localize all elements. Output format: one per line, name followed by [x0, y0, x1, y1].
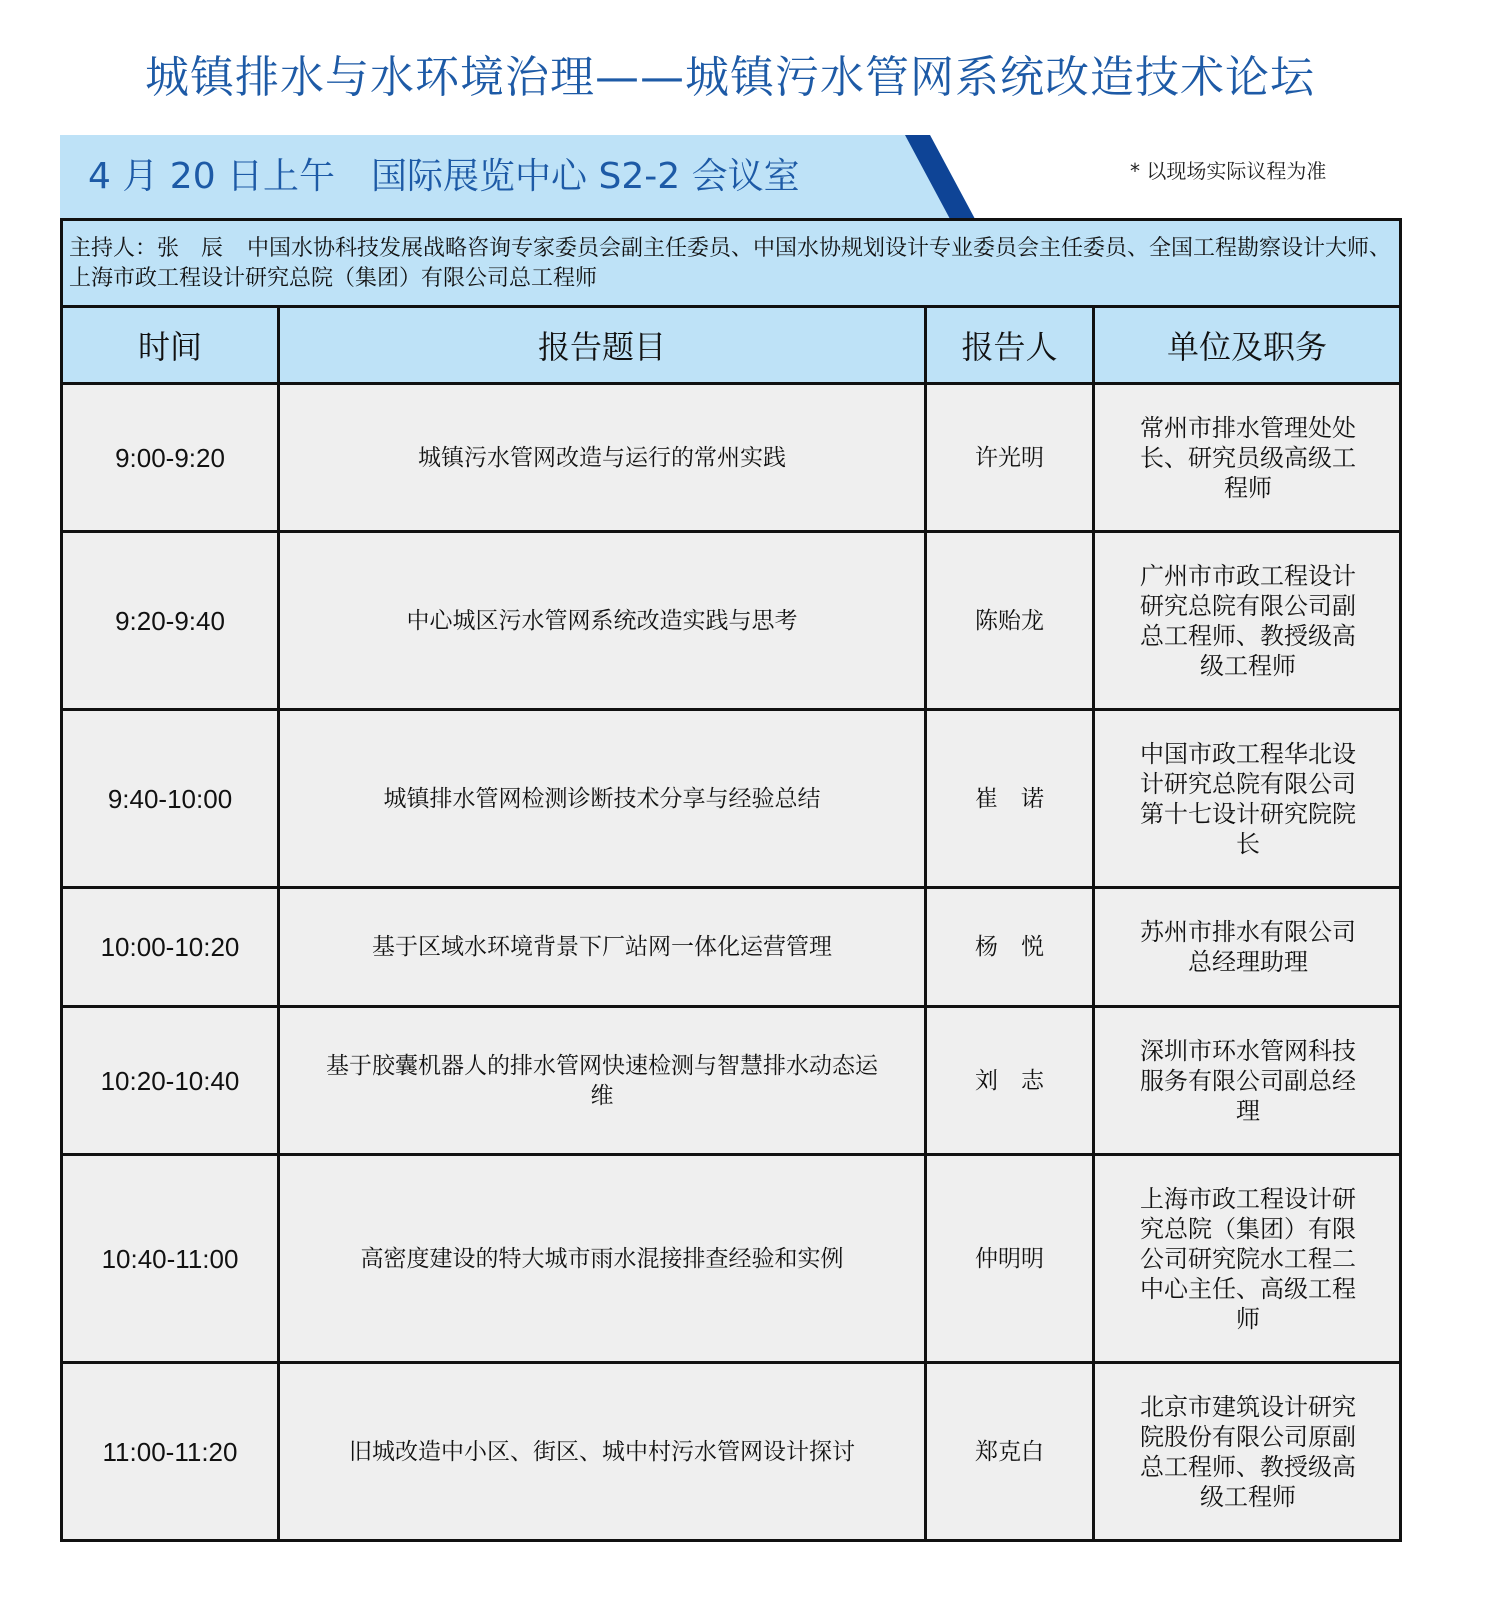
session-time: 10:40-11:00 — [62, 1155, 279, 1363]
session-speaker: 陈贻龙 — [926, 532, 1094, 710]
session-speaker: 刘 志 — [926, 1007, 1094, 1155]
session-topic: 高密度建设的特大城市雨水混接排查经验和实例 — [279, 1155, 926, 1363]
host-name: 主持人：张 辰 — [69, 236, 224, 261]
session-organization: 广州市市政工程设计研究总院有限公司副总工程师、教授级高级工程师 — [1094, 532, 1401, 710]
session-organization: 中国市政工程华北设计研究总院有限公司第十七设计研究院院长 — [1094, 710, 1401, 888]
session-time: 9:00-9:20 — [62, 384, 279, 532]
session-organization: 深圳市环水管网科技服务有限公司副总经理 — [1094, 1007, 1401, 1155]
session-time: 10:00-10:20 — [62, 888, 279, 1007]
session-organization: 常州市排水管理处处长、研究员级高级工程师 — [1094, 384, 1401, 532]
table-row — [62, 1007, 1401, 1155]
session-date: 4 月 20 日上午 — [88, 156, 336, 197]
table-row — [62, 710, 1401, 888]
session-time: 9:40-10:00 — [62, 710, 279, 888]
table-row — [62, 384, 1401, 532]
session-speaker: 许光明 — [926, 384, 1094, 532]
session-topic: 城镇污水管网改造与运行的常州实践 — [279, 384, 926, 532]
session-time: 10:20-10:40 — [62, 1007, 279, 1155]
banner-text — [88, 149, 800, 205]
session-venue: 国际展览中心 S2-2 会议室 — [371, 156, 800, 197]
page-title: 城镇排水与水环境治理——城镇污水管网系统改造技术论坛 — [145, 52, 1315, 103]
host-cell — [62, 220, 1401, 307]
session-topic: 城镇排水管网检测诊断技术分享与经验总结 — [279, 710, 926, 888]
session-speaker: 郑克白 — [926, 1363, 1094, 1541]
table-row — [62, 532, 1401, 710]
agenda-disclaimer: * 以现场实际议程为准 — [1130, 159, 1327, 183]
session-organization: 上海市政工程设计研究总院（集团）有限公司研究院水工程二中心主任、高级工程师 — [1094, 1155, 1401, 1363]
table-row — [62, 1155, 1401, 1363]
session-topic: 旧城改造中小区、街区、城中村污水管网设计探讨 — [279, 1363, 926, 1541]
session-topic: 基于区域水环境背景下厂站网一体化运营管理 — [279, 888, 926, 1007]
table-header-row — [62, 307, 1401, 384]
column-header-topic: 报告题目 — [279, 307, 926, 384]
session-speaker: 仲明明 — [926, 1155, 1094, 1363]
session-time: 11:00-11:20 — [62, 1363, 279, 1541]
session-topic: 中心城区污水管网系统改造实践与思考 — [279, 532, 926, 710]
column-header-organization: 单位及职务 — [1094, 307, 1401, 384]
session-time: 9:20-9:40 — [62, 532, 279, 710]
table-row — [62, 888, 1401, 1007]
agenda-table — [60, 218, 1402, 1542]
session-speaker: 杨 悦 — [926, 888, 1094, 1007]
host-description: 中国水协科技发展战略咨询专家委员会副主任委员、中国水协规划设计专业委员会主任委员、全国工程勘察设计大师、上海市政工程设计研究总院（集团）有限公司总工程师 — [69, 236, 1392, 291]
host-row — [62, 220, 1401, 307]
session-speaker: 崔 诺 — [926, 710, 1094, 888]
session-organization: 苏州市排水有限公司总经理助理 — [1094, 888, 1401, 1007]
table-row — [62, 1363, 1401, 1541]
column-header-time: 时间 — [62, 307, 279, 384]
session-topic: 基于胶囊机器人的排水管网快速检测与智慧排水动态运维 — [279, 1007, 926, 1155]
session-organization: 北京市建筑设计研究院股份有限公司原副总工程师、教授级高级工程师 — [1094, 1363, 1401, 1541]
column-header-speaker: 报告人 — [926, 307, 1094, 384]
session-banner — [60, 135, 975, 219]
